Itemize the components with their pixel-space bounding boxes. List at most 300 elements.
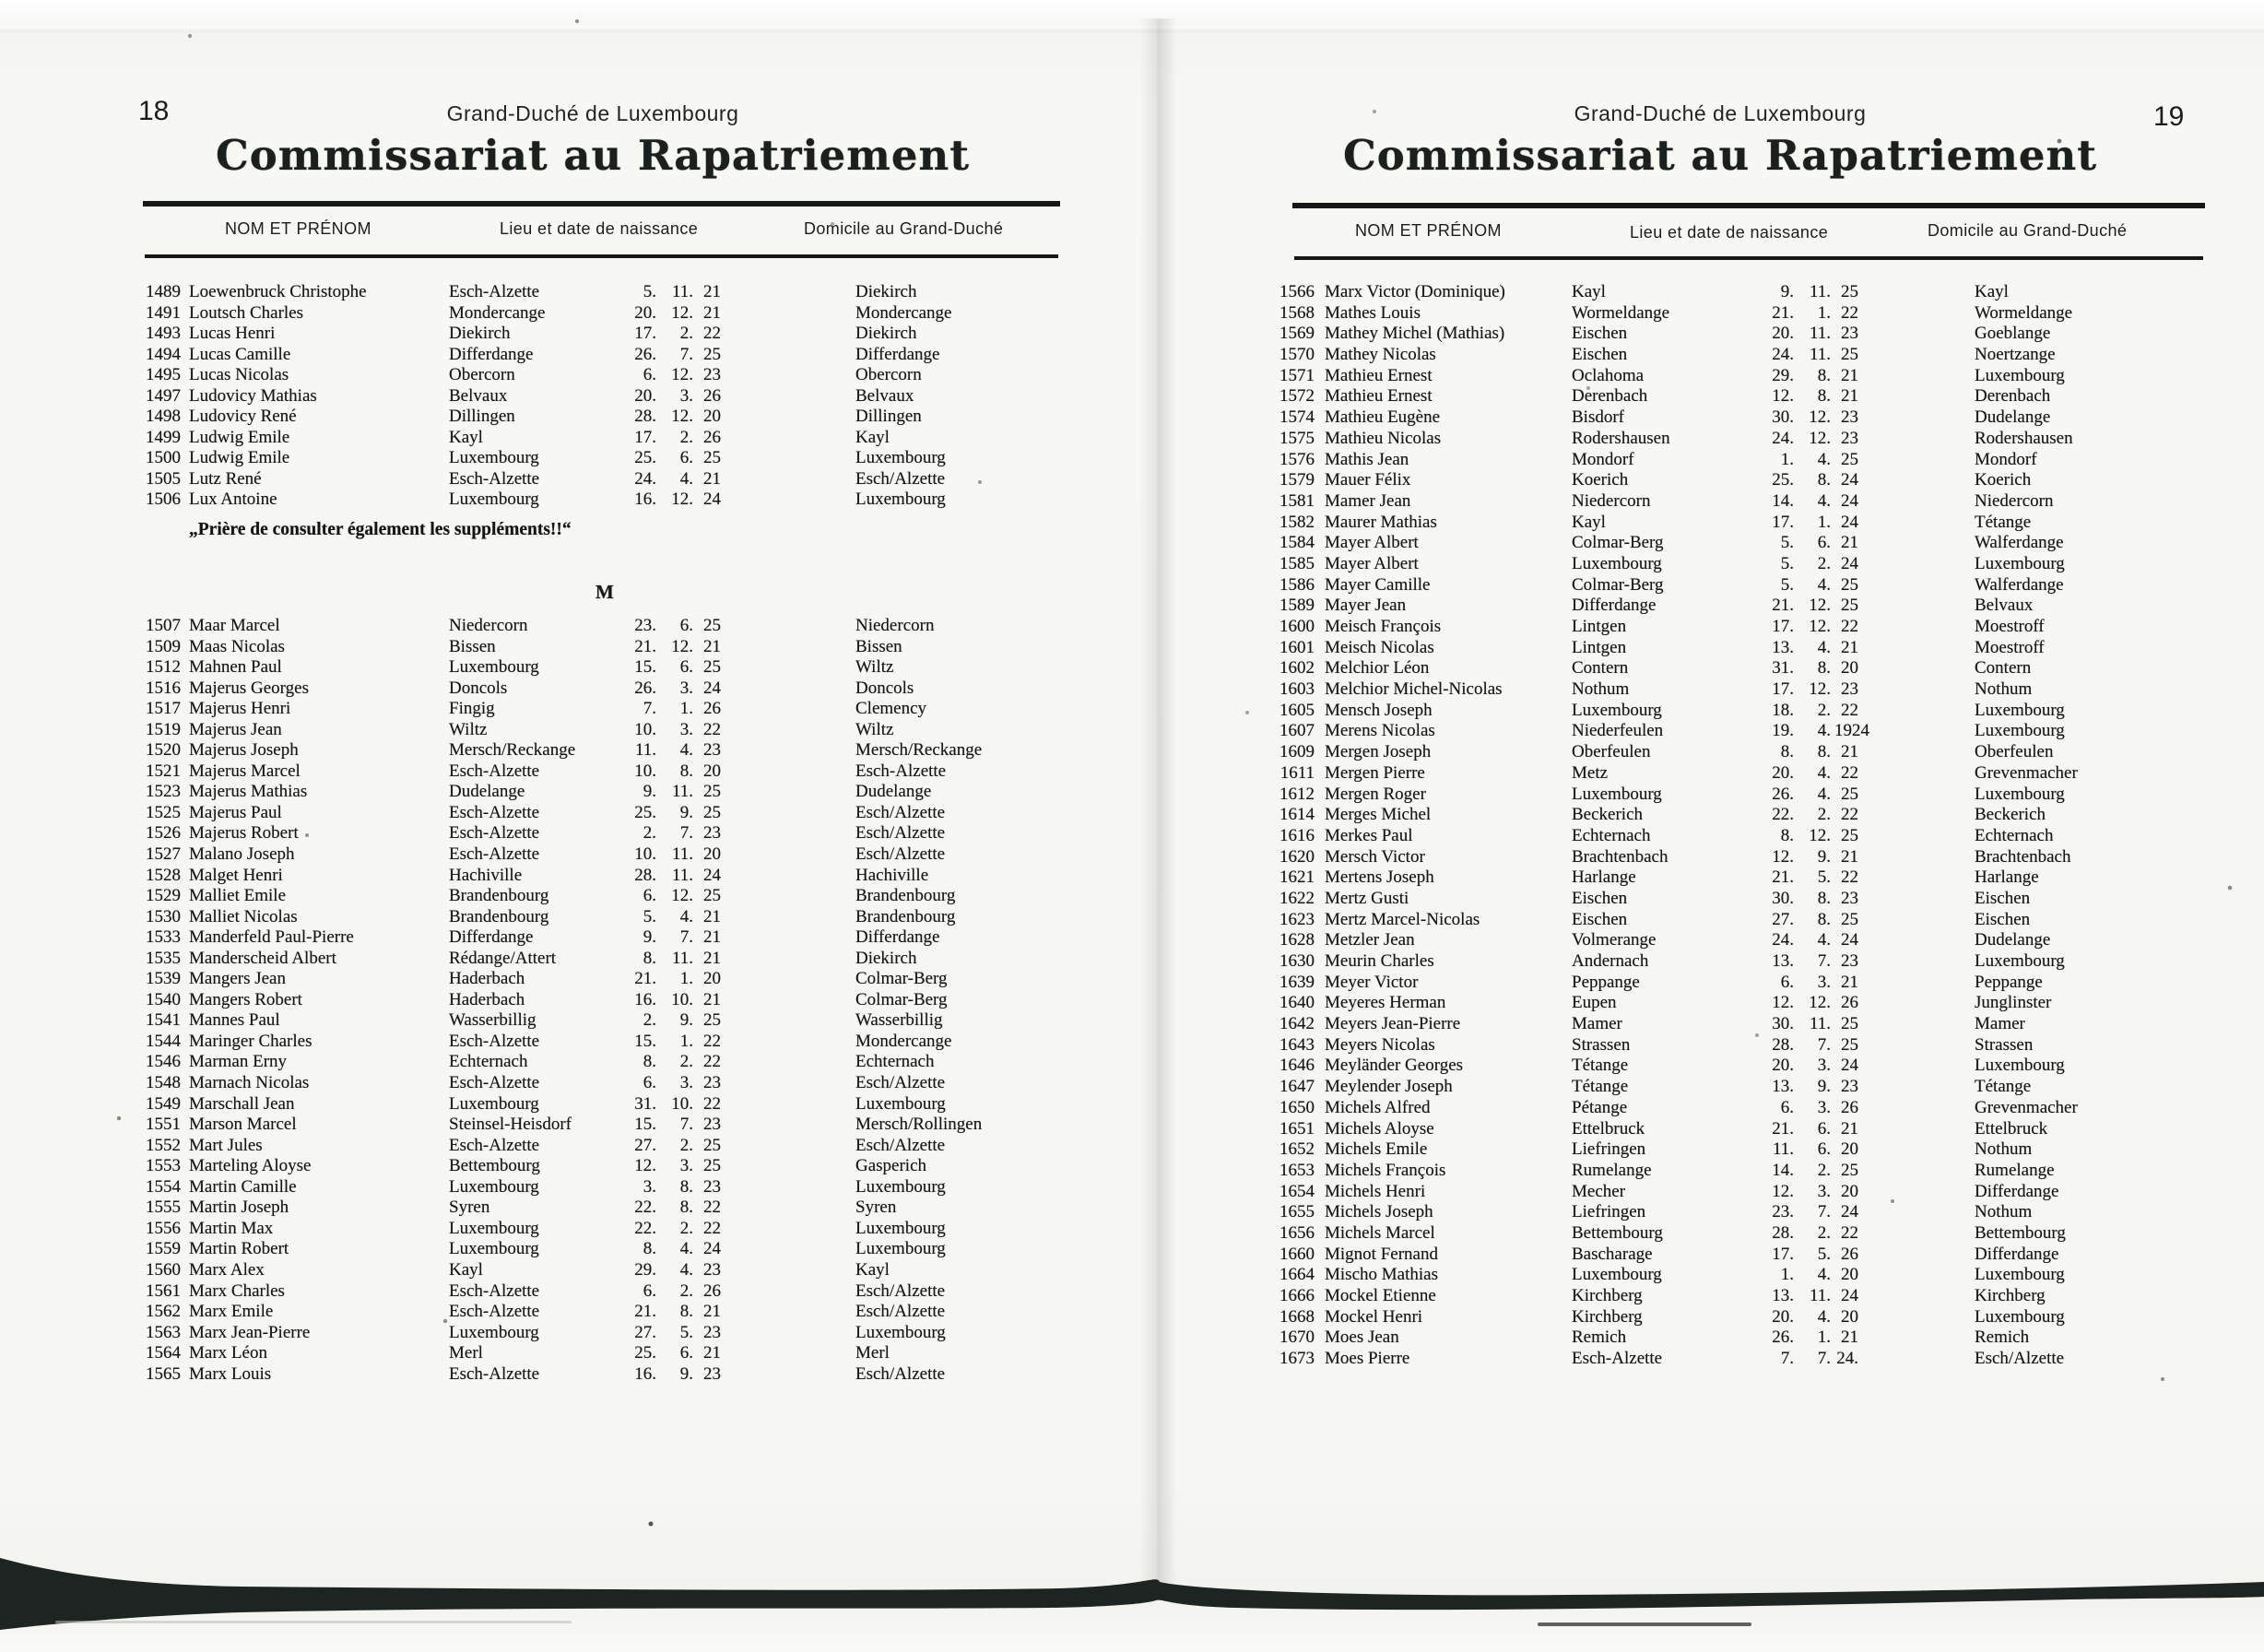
birth-month: 1. (1817, 1328, 1831, 1348)
birth-month: 8. (679, 761, 693, 781)
birth-year: 24 (1841, 512, 1858, 532)
row-number: 1533 (146, 927, 181, 948)
table-row (136, 1343, 1114, 1364)
birth-place: Luxembourg (449, 1239, 539, 1259)
person-name: Marx Jean-Pierre (189, 1322, 311, 1342)
birth-place: Kayl (449, 1259, 483, 1280)
domicile: Dillingen (855, 407, 922, 427)
table-row (136, 303, 1114, 324)
row-number: 1495 (146, 365, 181, 385)
birth-month: 4. (1817, 574, 1831, 595)
row-number: 1612 (1279, 784, 1315, 804)
person-name: Meyeres Herman (1325, 993, 1446, 1013)
birth-day: 10. (634, 719, 656, 739)
row-number: 1566 (1279, 282, 1315, 301)
row-number: 1544 (146, 1031, 181, 1051)
birth-place: Luxembourg (1572, 700, 1662, 720)
birth-day: 9. (1780, 282, 1794, 301)
birth-year: 25 (1841, 825, 1858, 845)
domicile: Diekirch (855, 948, 917, 968)
region-header: Grand-Duché de Luxembourg (446, 101, 739, 125)
birth-month: 2. (679, 1135, 693, 1155)
person-name: Mayer Albert (1325, 533, 1419, 553)
table-row (136, 637, 1114, 658)
row-number: 1651 (1279, 1118, 1315, 1139)
person-name: Marx Emile (189, 1302, 274, 1322)
birth-month: 1. (1817, 302, 1831, 323)
birth-month: 11. (1809, 1286, 1831, 1305)
birth-year: 20 (703, 969, 721, 989)
row-number: 1512 (146, 657, 181, 678)
person-name: Mathieu Ernest (1325, 365, 1433, 385)
domicile: Esch/Alzette (855, 802, 946, 822)
domicile: Eischen (1975, 888, 2031, 908)
table-row (1270, 658, 2247, 679)
column-header-name: NOM ET PRÉNOM (1355, 221, 1502, 240)
table-body (136, 282, 1114, 511)
birth-month: 5. (679, 1322, 693, 1342)
table-row (136, 345, 1114, 366)
birth-year: 23 (1841, 888, 1858, 908)
birth-month: 1. (679, 699, 693, 719)
birth-place: Luxembourg (449, 1218, 539, 1238)
row-number: 1628 (1279, 930, 1315, 950)
birth-month: 3. (679, 1156, 693, 1176)
domicile: Belvaux (855, 385, 914, 406)
birth-year: 26 (1841, 1244, 1858, 1264)
birth-place: Brachtenbach (1572, 846, 1669, 867)
birth-day: 26. (1772, 784, 1794, 804)
domicile: Mersch/Rollingen (855, 1115, 983, 1135)
domicile: Kayl (855, 1259, 890, 1280)
birth-place: Luxembourg (1572, 784, 1662, 804)
domicile: Dudelange (855, 782, 932, 802)
table-row (136, 990, 1114, 1011)
row-number: 1506 (146, 490, 181, 510)
birth-year: 25 (1841, 909, 1858, 929)
table-row (1270, 1161, 2247, 1182)
row-number: 1494 (146, 344, 181, 364)
person-name: Marx Alex (189, 1259, 265, 1280)
row-number: 1603 (1279, 679, 1315, 700)
birth-month: 2. (1817, 553, 1831, 573)
birth-year: 22 (703, 1198, 721, 1218)
domicile: Derenbach (1975, 386, 2051, 407)
domicile: Diekirch (855, 282, 917, 301)
birth-day: 5. (1780, 553, 1794, 573)
domicile: Brandenbourg (855, 886, 956, 906)
domicile: Esch/Alzette (855, 844, 946, 865)
birth-month: 4. (1817, 930, 1831, 950)
birth-month: 3. (679, 678, 693, 698)
birth-year: 24 (1841, 490, 1858, 511)
birth-day: 30. (1772, 407, 1794, 428)
row-number: 1584 (1279, 533, 1315, 553)
birth-day: 16. (634, 989, 656, 1009)
birth-place: Luxembourg (449, 490, 539, 510)
table-row (136, 1323, 1114, 1344)
domicile: Peppange (1975, 972, 2043, 992)
birth-day: 1. (1780, 449, 1794, 469)
person-name: Majerus Henri (189, 699, 291, 719)
person-name: Maar Marcel (189, 616, 280, 635)
table-row (1270, 930, 2247, 951)
birth-year: 21 (1841, 846, 1858, 867)
person-name: Marx Charles (189, 1280, 285, 1301)
row-number: 1639 (1279, 972, 1315, 992)
table-row (136, 365, 1114, 386)
birth-place: Lintgen (1572, 617, 1627, 636)
person-name: Mischo Mathias (1325, 1265, 1438, 1285)
birth-year: 25 (703, 802, 721, 822)
birth-day: 2. (643, 823, 656, 844)
birth-month: 11. (671, 282, 693, 301)
birth-day: 20. (634, 302, 656, 323)
domicile: Wasserbillig (855, 1010, 943, 1031)
birth-month: 3. (679, 385, 693, 406)
person-name: Michels Joseph (1325, 1202, 1433, 1222)
birth-year: 21 (1841, 637, 1858, 657)
birth-day: 6. (1780, 972, 1794, 992)
domicile: Kayl (855, 427, 890, 447)
table-row (1270, 1286, 2247, 1307)
domicile: Luxembourg (855, 1322, 946, 1342)
birth-month: 4. (1817, 784, 1831, 804)
person-name: Meyers Nicolas (1325, 1034, 1435, 1055)
domicile: Junglinster (1975, 993, 2052, 1013)
birth-year: 25 (703, 1156, 721, 1176)
table-row (1270, 1265, 2247, 1286)
birth-year: 22 (1841, 700, 1858, 720)
birth-day: 29. (634, 1259, 656, 1280)
table-row (136, 1281, 1114, 1303)
birth-month: 1. (679, 1031, 693, 1051)
page-19 (1270, 0, 2247, 1652)
table-row (1270, 575, 2247, 596)
table-row (1270, 1139, 2247, 1161)
domicile: Differdange (855, 344, 940, 364)
person-name: Majerus Robert (189, 823, 299, 844)
table-row (136, 782, 1114, 803)
birth-day: 8. (1780, 742, 1794, 762)
birth-day: 8. (643, 1239, 656, 1259)
birth-place: Esch-Alzette (449, 761, 540, 781)
row-number: 1616 (1279, 825, 1315, 845)
row-number: 1646 (1279, 1056, 1315, 1076)
birth-month: 2. (1817, 805, 1831, 825)
person-name: Lutz René (189, 468, 262, 489)
person-name: Michels François (1325, 1160, 1446, 1180)
birth-month: 4. (679, 468, 693, 489)
birth-year: 25 (1841, 596, 1858, 616)
birth-day: 9. (643, 782, 656, 802)
birth-month: 7. (1817, 951, 1831, 971)
table-row (1270, 1349, 2247, 1370)
person-name: Mathieu Eugène (1325, 407, 1441, 428)
person-name: Moes Pierre (1325, 1349, 1410, 1369)
birth-day: 5. (1780, 533, 1794, 553)
table-row (136, 886, 1114, 907)
person-name: Moes Jean (1325, 1328, 1399, 1348)
birth-place: Luxembourg (449, 1322, 539, 1342)
birth-year: 21 (703, 989, 721, 1009)
birth-place: Bettembourg (449, 1156, 540, 1176)
birth-place: Luxembourg (1572, 1265, 1662, 1285)
domicile: Luxembourg (855, 1218, 946, 1238)
birth-year: 23 (703, 740, 721, 761)
birth-year: 24 (1841, 1286, 1858, 1305)
table-row (136, 1302, 1114, 1323)
table-row (1270, 889, 2247, 910)
birth-month: 6. (679, 1343, 693, 1363)
birth-place: Colmar-Berg (1572, 574, 1664, 595)
birth-year: 20 (703, 407, 721, 427)
birth-year: 22 (703, 324, 721, 344)
table-row (136, 1260, 1114, 1281)
table-row (136, 616, 1114, 637)
row-number: 1519 (146, 719, 181, 739)
person-name: Lucas Camille (189, 344, 291, 364)
column-header-birth: Lieu et date de naissance (1630, 223, 1829, 242)
birth-month: 4. (1817, 449, 1831, 469)
person-name: Merkes Paul (1325, 825, 1413, 845)
domicile: Kayl (1975, 282, 2009, 301)
table-row (1270, 1035, 2247, 1056)
person-name: Marson Marcel (189, 1115, 297, 1135)
birth-place: Nothum (1572, 679, 1630, 700)
birth-year: 21 (703, 927, 721, 948)
domicile: Koerich (1975, 470, 2032, 490)
birth-place: Differdange (1572, 596, 1657, 616)
birth-year: 21 (703, 282, 721, 301)
birth-day: 21. (634, 636, 656, 656)
birth-month: 9. (679, 1010, 693, 1031)
row-number: 1500 (146, 448, 181, 468)
table-row (1270, 407, 2247, 429)
birth-month: 3. (1817, 1181, 1831, 1201)
birth-day: 17. (1772, 512, 1794, 532)
birth-month: 3. (679, 1073, 693, 1093)
domicile: Colmar-Berg (855, 989, 948, 1009)
person-name: Ludwig Emile (189, 448, 290, 468)
row-number: 1575 (1279, 428, 1315, 448)
domicile: Esch/Alzette (855, 1280, 946, 1301)
row-number: 1601 (1279, 637, 1315, 657)
table-row (1270, 429, 2247, 450)
birth-day: 17. (1772, 679, 1794, 700)
row-number: 1561 (146, 1280, 181, 1301)
person-name: Majerus Joseph (189, 740, 299, 761)
table-row (1270, 1202, 2247, 1223)
birth-year: 23 (703, 823, 721, 844)
person-name: Mannes Paul (189, 1010, 280, 1031)
row-number: 1673 (1279, 1349, 1315, 1369)
birth-year: 22 (703, 1093, 721, 1114)
birth-month: 12. (1809, 407, 1831, 428)
person-name: Martin Max (189, 1218, 274, 1238)
domicile: Esch/Alzette (855, 1363, 946, 1384)
birth-place: Eischen (1572, 345, 1628, 365)
birth-month: 12. (671, 302, 693, 323)
person-name: Mart Jules (189, 1135, 263, 1155)
birth-place: Luxembourg (449, 1176, 539, 1197)
row-number: 1535 (146, 948, 181, 968)
row-number: 1552 (146, 1135, 181, 1155)
birth-year: 1924 (1834, 721, 1869, 741)
domicile: Mondercange (855, 1031, 952, 1051)
page-18 (136, 0, 1114, 1652)
birth-place: Diekirch (449, 324, 511, 344)
table-row (1270, 450, 2247, 471)
birth-month: 6. (1817, 1118, 1831, 1139)
birth-year: 23 (1841, 679, 1858, 700)
birth-day: 28. (1772, 1034, 1794, 1055)
table-row (136, 1115, 1114, 1136)
table-row (1270, 701, 2247, 722)
birth-day: 12. (1772, 386, 1794, 407)
birth-day: 25. (634, 1343, 656, 1363)
birth-day: 22. (1772, 805, 1794, 825)
domicile: Esch/Alzette (1975, 1349, 2065, 1369)
table-row (136, 1364, 1114, 1386)
birth-place: Brandenbourg (449, 886, 549, 906)
table-row (1270, 826, 2247, 847)
person-name: Ludovicy Mathias (189, 385, 317, 406)
birth-year: 23 (1841, 1077, 1858, 1097)
birth-month: 11. (1809, 1014, 1831, 1034)
birth-month: 6. (679, 448, 693, 468)
birth-place: Mersch/Reckange (449, 740, 576, 761)
birth-place: Steinsel-Heisdorf (449, 1115, 572, 1135)
birth-year: 22 (1841, 762, 1858, 783)
birth-day: 21. (1772, 302, 1794, 323)
domicile: Noertzange (1975, 345, 2056, 365)
table-row (1270, 910, 2247, 931)
birth-day: 29. (1772, 365, 1794, 385)
domicile: Esch-Alzette (855, 761, 947, 781)
domicile: Luxembourg (1975, 700, 2065, 720)
table-row (136, 907, 1114, 928)
birth-month: 7. (679, 344, 693, 364)
table-row (1270, 1077, 2247, 1098)
row-number: 1499 (146, 427, 181, 447)
birth-year: 25 (703, 344, 721, 364)
birth-day: 17. (634, 324, 656, 344)
birth-day: 24. (634, 468, 656, 489)
birth-month: 11. (671, 865, 693, 885)
birth-day: 22. (634, 1218, 656, 1238)
birth-place: Bisdorf (1572, 407, 1624, 428)
birth-month: 8. (1817, 386, 1831, 407)
birth-day: 24. (1772, 930, 1794, 950)
birth-place: Luxembourg (449, 448, 539, 468)
birth-month: 2. (1817, 1160, 1831, 1180)
domicile: Differdange (855, 927, 940, 948)
row-number: 1563 (146, 1322, 181, 1342)
birth-month: 3. (1817, 1056, 1831, 1076)
birth-day: 21. (634, 969, 656, 989)
table-row (1270, 491, 2247, 513)
birth-place: Tétange (1572, 1056, 1629, 1076)
birth-place: Koerich (1572, 470, 1629, 490)
domicile: Grevenmacher (1975, 1097, 2078, 1117)
birth-place: Beckerich (1572, 805, 1644, 825)
row-number: 1602 (1279, 658, 1315, 678)
domicile: Mersch/Reckange (855, 740, 983, 761)
row-number: 1526 (146, 823, 181, 844)
domicile: Oberfeulen (1975, 742, 2054, 762)
table-row (136, 740, 1114, 761)
domicile: Echternach (855, 1052, 935, 1072)
birth-month: 11. (1809, 345, 1831, 365)
domicile: Remich (1975, 1328, 2030, 1348)
birth-month: 12. (671, 886, 693, 906)
table-row (136, 1239, 1114, 1260)
birth-year: 21 (703, 1302, 721, 1322)
birth-day: 20. (1772, 1056, 1794, 1076)
domicile: Luxembourg (1975, 1306, 2065, 1327)
domicile: Niedercorn (855, 616, 935, 635)
domicile: Syren (855, 1198, 897, 1218)
person-name: Mahnen Paul (189, 657, 282, 678)
birth-place: Metz (1572, 762, 1609, 783)
table-row (136, 1198, 1114, 1219)
person-name: Meylender Joseph (1325, 1077, 1453, 1097)
person-name: Maringer Charles (189, 1031, 312, 1051)
row-number: 1497 (146, 385, 181, 406)
section-letter-m: M (595, 581, 614, 603)
birth-place: Mamer (1572, 1014, 1622, 1034)
domicile: Strassen (1975, 1034, 2034, 1055)
row-number: 1589 (1279, 596, 1315, 616)
table-row (1270, 1245, 2247, 1266)
row-number: 1493 (146, 324, 181, 344)
birth-month: 4. (679, 740, 693, 761)
person-name: Marx Léon (189, 1343, 267, 1363)
birth-place: Brandenbourg (449, 906, 549, 926)
row-number: 1525 (146, 802, 181, 822)
birth-day: 10. (634, 844, 656, 865)
person-name: Martin Camille (189, 1176, 297, 1197)
birth-year: 25 (1841, 345, 1858, 365)
row-number: 1489 (146, 282, 181, 301)
domicile: Clemency (855, 699, 927, 719)
birth-place: Derenbach (1572, 386, 1648, 407)
person-name: Meyers Jean-Pierre (1325, 1014, 1461, 1034)
table-row (136, 823, 1114, 844)
birth-place: Bascharage (1572, 1244, 1653, 1264)
domicile: Obercorn (855, 365, 922, 385)
domicile: Colmar-Berg (855, 969, 948, 989)
birth-year: 20 (1841, 658, 1858, 678)
row-number: 1498 (146, 407, 181, 427)
row-number: 1581 (1279, 490, 1315, 511)
birth-year: 25 (1841, 449, 1858, 469)
birth-year: 20 (1841, 1181, 1858, 1201)
row-number: 1614 (1279, 805, 1315, 825)
birth-day: 23. (634, 616, 656, 635)
person-name: Mertz Gusti (1325, 888, 1409, 908)
birth-day: 6. (643, 365, 656, 385)
row-number: 1527 (146, 844, 181, 865)
birth-place: Wormeldange (1572, 302, 1670, 323)
birth-day: 16. (634, 1363, 656, 1384)
birth-year: 25 (703, 448, 721, 468)
birth-year: 21 (1841, 386, 1858, 407)
birth-place: Rumelange (1572, 1160, 1652, 1180)
table-row (136, 949, 1114, 970)
row-number: 1551 (146, 1115, 181, 1135)
